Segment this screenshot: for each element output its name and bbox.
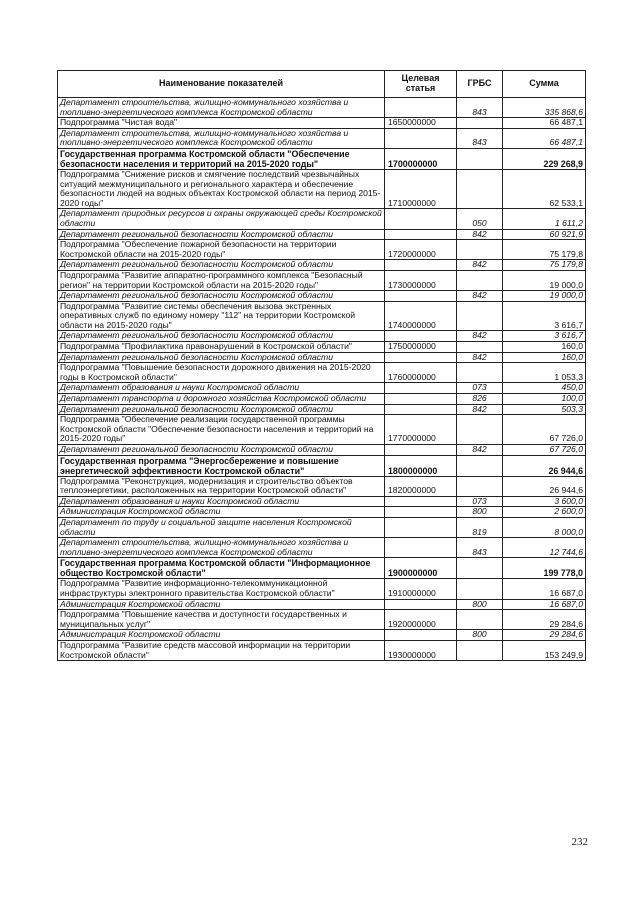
cell-sum: 67 726,0: [503, 415, 586, 445]
cell-indicator-name: Департамент региональной безопасности Костромской области: [58, 229, 385, 240]
table-row: [58, 270, 586, 290]
cell-sum: 75 179,8: [503, 240, 586, 260]
cell-target-article: [385, 352, 457, 363]
cell-sum: 229 268,9: [503, 148, 586, 169]
table-row: [58, 363, 586, 383]
cell-target-article: 1910000000: [385, 579, 457, 599]
cell-sum: 199 778,0: [503, 558, 586, 579]
cell-target-article: 1760000000: [385, 363, 457, 383]
cell-indicator-name: Департамент региональной безопасности Костромской области: [58, 331, 385, 342]
cell-grbs: 843: [457, 98, 503, 118]
cell-indicator-name: Департамент транспорта и дорожного хозяйства Костромской области: [58, 394, 385, 405]
cell-indicator-name: Подпрограмма "Повышение качества и доступности государственных и муниципальных услуг": [58, 610, 385, 630]
cell-grbs: 842: [457, 260, 503, 271]
page-number: 232: [571, 836, 588, 848]
table-row: [58, 640, 586, 660]
cell-target-article: [385, 394, 457, 405]
cell-sum: 12 744,6: [503, 538, 586, 558]
cell-indicator-name: Подпрограмма "Реконструкция, модернизация и строительство объектов теплоэнергетики, расположенных на территории Костромской области": [58, 476, 385, 496]
cell-target-article: 1800000000: [385, 455, 457, 476]
cell-grbs: [457, 240, 503, 260]
table-row: [58, 394, 586, 405]
cell-grbs: [457, 118, 503, 129]
cell-grbs: [457, 301, 503, 331]
table-row: [58, 229, 586, 240]
cell-sum: 29 284,6: [503, 610, 586, 630]
cell-indicator-name: Подпрограмма "Снижение рисков и смягчение последствий чрезвычайных ситуаций межмуниципального и регионального характера и обеспечение безопасности людей на водных объектах Костромской области на период 2015-2020 годы": [58, 169, 385, 208]
table-row: [58, 630, 586, 641]
cell-sum: 2 600,0: [503, 507, 586, 518]
cell-sum: 26 944,6: [503, 476, 586, 496]
cell-sum: 67 726,0: [503, 445, 586, 456]
table-row: [58, 445, 586, 456]
cell-grbs: [457, 476, 503, 496]
table-row: [58, 291, 586, 302]
cell-target-article: [385, 538, 457, 558]
cell-target-article: [385, 98, 457, 118]
cell-sum: 1 611,2: [503, 209, 586, 229]
table-body: [58, 98, 586, 661]
cell-grbs: 842: [457, 445, 503, 456]
cell-sum: 160,0: [503, 342, 586, 353]
cell-indicator-name: Департамент по труду и социальной защите населения Костромской области: [58, 517, 385, 537]
cell-sum: 450,0: [503, 383, 586, 394]
cell-sum: 16 687,0: [503, 579, 586, 599]
header-grbs: ГРБС: [457, 71, 503, 98]
table-row: [58, 301, 586, 331]
table-row: [58, 415, 586, 445]
cell-indicator-name: Департамент природных ресурсов и охраны окружающей среды Костромской области: [58, 209, 385, 229]
cell-sum: 100,0: [503, 394, 586, 405]
cell-grbs: 800: [457, 599, 503, 610]
cell-sum: 26 944,6: [503, 455, 586, 476]
cell-grbs: 800: [457, 630, 503, 641]
cell-indicator-name: Подпрограмма "Развитие аппаратно-программного комплекса "Безопасный регион" на территории Костромской области на 2015-2020 годы": [58, 270, 385, 290]
cell-indicator-name: Департамент строительства, жилищно-коммунального хозяйства и топливно-энергетического комплекса Костромской области: [58, 538, 385, 558]
cell-indicator-name: Администрация Костромской области: [58, 507, 385, 518]
cell-indicator-name: Департамент образования и науки Костромской области: [58, 383, 385, 394]
cell-indicator-name: Государственная программа Костромской области "Обеспечение безопасности населения и территорий на 2015-2020 годы": [58, 148, 385, 169]
cell-target-article: [385, 404, 457, 415]
cell-sum: 29 284,6: [503, 630, 586, 641]
cell-target-article: 1700000000: [385, 148, 457, 169]
cell-target-article: 1730000000: [385, 270, 457, 290]
cell-sum: 3 616,7: [503, 331, 586, 342]
cell-indicator-name: Подпрограмма "Повышение безопасности дорожного движения на 2015-2020 годы в Костромской области": [58, 363, 385, 383]
cell-indicator-name: Подпрограмма "Развитие информационно-телекоммуникационной инфраструктуры электронного правительства Костромской области": [58, 579, 385, 599]
cell-grbs: 073: [457, 383, 503, 394]
table-row: [58, 455, 586, 476]
table-row: [58, 98, 586, 118]
cell-target-article: [385, 517, 457, 537]
table-row: [58, 342, 586, 353]
cell-sum: 62 533,1: [503, 169, 586, 208]
table-row: [58, 517, 586, 537]
table-row: [58, 558, 586, 579]
cell-grbs: [457, 558, 503, 579]
table-row: [58, 476, 586, 496]
cell-indicator-name: Департамент строительства, жилищно-коммунального хозяйства и топливно-энергетического комплекса Костромской области: [58, 98, 385, 118]
header-sum: Сумма: [503, 71, 586, 98]
cell-grbs: [457, 148, 503, 169]
cell-sum: 75 179,8: [503, 260, 586, 271]
cell-sum: 503,3: [503, 404, 586, 415]
table-row: [58, 169, 586, 208]
cell-grbs: 826: [457, 394, 503, 405]
cell-target-article: [385, 599, 457, 610]
cell-target-article: [385, 128, 457, 148]
cell-sum: 60 921,9: [503, 229, 586, 240]
cell-indicator-name: Подпрограмма "Чистая вода": [58, 118, 385, 129]
table-row: [58, 599, 586, 610]
table-row: [58, 118, 586, 129]
cell-sum: 66 487,1: [503, 128, 586, 148]
cell-grbs: 073: [457, 496, 503, 507]
cell-target-article: [385, 260, 457, 271]
cell-target-article: [385, 496, 457, 507]
cell-grbs: [457, 363, 503, 383]
cell-target-article: 1930000000: [385, 640, 457, 660]
table-row: [58, 496, 586, 507]
cell-grbs: 819: [457, 517, 503, 537]
cell-target-article: 1900000000: [385, 558, 457, 579]
table-row: [58, 128, 586, 148]
cell-sum: 8 000,0: [503, 517, 586, 537]
cell-grbs: 050: [457, 209, 503, 229]
cell-target-article: [385, 291, 457, 302]
cell-target-article: 1650000000: [385, 118, 457, 129]
table-row: [58, 610, 586, 630]
cell-indicator-name: Подпрограмма "Обеспечение реализации государственной программы Костромской области "Обеспечение безопасности населения и территорий на 2015-2020 годы": [58, 415, 385, 445]
cell-grbs: 842: [457, 331, 503, 342]
cell-target-article: [385, 507, 457, 518]
cell-indicator-name: Департамент строительства, жилищно-коммунального хозяйства и топливно-энергетического комплекса Костромской области: [58, 128, 385, 148]
header-target-article: Целевая статья: [385, 71, 457, 98]
cell-indicator-name: Подпрограмма "Профилактика правонарушений в Костромской области": [58, 342, 385, 353]
table-row: [58, 579, 586, 599]
cell-target-article: 1710000000: [385, 169, 457, 208]
budget-document: [57, 70, 585, 661]
cell-indicator-name: Департамент региональной безопасности Костромской области: [58, 352, 385, 363]
header-indicator-name: Наименование показателей: [58, 71, 385, 98]
cell-sum: 335 868,6: [503, 98, 586, 118]
cell-sum: 66 487,1: [503, 118, 586, 129]
cell-sum: 19 000,0: [503, 291, 586, 302]
cell-grbs: 843: [457, 128, 503, 148]
table-header-row: [58, 71, 586, 98]
cell-indicator-name: Подпрограмма "Обеспечение пожарной безопасности на территории Костромской области на 2015-2020 годы": [58, 240, 385, 260]
cell-grbs: 842: [457, 229, 503, 240]
table-row: [58, 507, 586, 518]
cell-sum: 1 053,3: [503, 363, 586, 383]
cell-target-article: [385, 331, 457, 342]
cell-sum: 160,0: [503, 352, 586, 363]
cell-grbs: [457, 169, 503, 208]
cell-sum: 19 000,0: [503, 270, 586, 290]
cell-target-article: 1720000000: [385, 240, 457, 260]
cell-sum: 153 249,9: [503, 640, 586, 660]
table-row: [58, 240, 586, 260]
cell-grbs: 842: [457, 352, 503, 363]
cell-sum: 3 600,0: [503, 496, 586, 507]
cell-target-article: 1820000000: [385, 476, 457, 496]
cell-grbs: 842: [457, 291, 503, 302]
cell-indicator-name: Департамент региональной безопасности Костромской области: [58, 404, 385, 415]
table-row: [58, 331, 586, 342]
cell-grbs: 842: [457, 404, 503, 415]
cell-indicator-name: Администрация Костромской области: [58, 599, 385, 610]
cell-indicator-name: Подпрограмма "Развитие системы обеспечения вызова экстренных оперативных служб по единому номеру "112" на территории Костромской области на 2015-2020 годы": [58, 301, 385, 331]
cell-indicator-name: Администрация Костромской области: [58, 630, 385, 641]
table-row: [58, 352, 586, 363]
cell-grbs: [457, 342, 503, 353]
cell-indicator-name: Департамент региональной безопасности Костромской области: [58, 445, 385, 456]
cell-target-article: [385, 630, 457, 641]
cell-grbs: [457, 579, 503, 599]
cell-target-article: 1740000000: [385, 301, 457, 331]
cell-grbs: [457, 610, 503, 630]
cell-target-article: [385, 209, 457, 229]
cell-grbs: [457, 415, 503, 445]
cell-grbs: [457, 640, 503, 660]
cell-grbs: 800: [457, 507, 503, 518]
cell-indicator-name: Департамент образования и науки Костромской области: [58, 496, 385, 507]
cell-indicator-name: Подпрограмма "Развитие средств массовой информации на территории Костромской области": [58, 640, 385, 660]
cell-target-article: [385, 383, 457, 394]
cell-indicator-name: Департамент региональной безопасности Костромской области: [58, 260, 385, 271]
table-row: [58, 538, 586, 558]
cell-target-article: [385, 445, 457, 456]
cell-sum: 3 616,7: [503, 301, 586, 331]
table-row: [58, 209, 586, 229]
cell-indicator-name: Департамент региональной безопасности Костромской области: [58, 291, 385, 302]
cell-sum: 16 687,0: [503, 599, 586, 610]
cell-grbs: 843: [457, 538, 503, 558]
budget-table: [57, 70, 586, 661]
cell-indicator-name: Государственная программа "Энергосбережение и повышение энергетической эффективности Костромской области": [58, 455, 385, 476]
cell-target-article: 1750000000: [385, 342, 457, 353]
table-row: [58, 260, 586, 271]
cell-grbs: [457, 455, 503, 476]
cell-indicator-name: Государственная программа Костромской области "Информационное общество Костромской области": [58, 558, 385, 579]
cell-target-article: [385, 229, 457, 240]
table-row: [58, 383, 586, 394]
table-row: [58, 404, 586, 415]
cell-target-article: 1920000000: [385, 610, 457, 630]
table-row: [58, 148, 586, 169]
cell-grbs: [457, 270, 503, 290]
cell-target-article: 1770000000: [385, 415, 457, 445]
